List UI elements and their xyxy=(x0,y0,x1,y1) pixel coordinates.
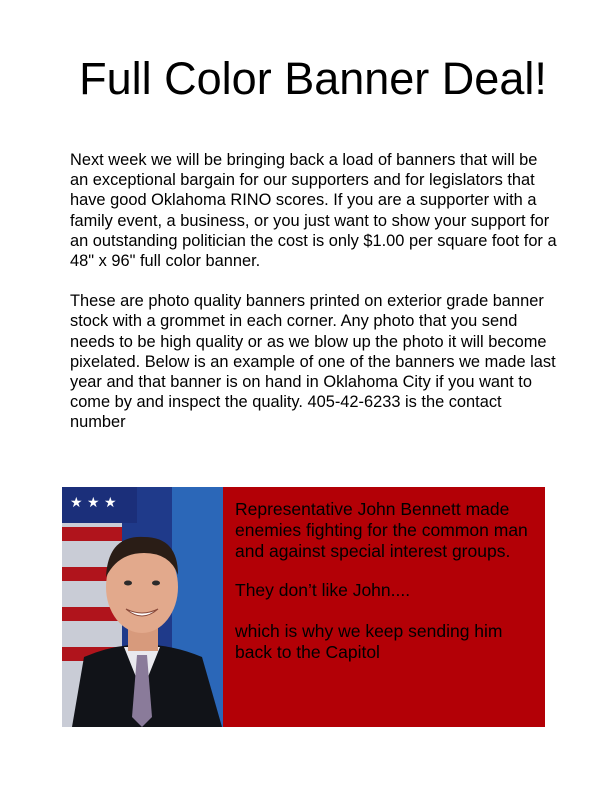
banner-line-opponents: Representative John Bennett made enemies fighting for the common man and against special interest groups. xyxy=(235,499,528,561)
paragraph-intro: Next week we will be bringing back a load of banners that will be an exceptional bargain for our supporters and for legislators that have good Oklahoma RINO scores. If you are a supporter with a family event, a business, or you just want to show your support for an outstanding politician the cost is only $1.00 per square foot for a 48" x 96" full color banner. xyxy=(70,151,557,271)
svg-text:★ ★ ★: ★ ★ ★ xyxy=(70,495,117,511)
banner-line-dislike: They don’t like John.... xyxy=(235,580,411,600)
banner-line-capitol: which is why we keep sending him back to the Capitol xyxy=(235,621,503,662)
portrait-illustration xyxy=(62,487,223,727)
example-banner xyxy=(62,487,545,727)
banner-message xyxy=(235,499,540,663)
body-text xyxy=(70,150,560,453)
portrait-photo xyxy=(62,487,223,727)
paragraph-details: These are photo quality banners printed on exterior grade banner stock with a grommet in each corner. Any photo that you send needs to be high quality or as we blow up the photo it will become pixelated. Below is an example of one of the banners we made last year and that banner is on hand in Oklahoma City if you want to come by and inspect the quality. 405-42-6233 is the contact number xyxy=(70,292,556,432)
page-title: Full Color Banner Deal! xyxy=(79,53,547,104)
